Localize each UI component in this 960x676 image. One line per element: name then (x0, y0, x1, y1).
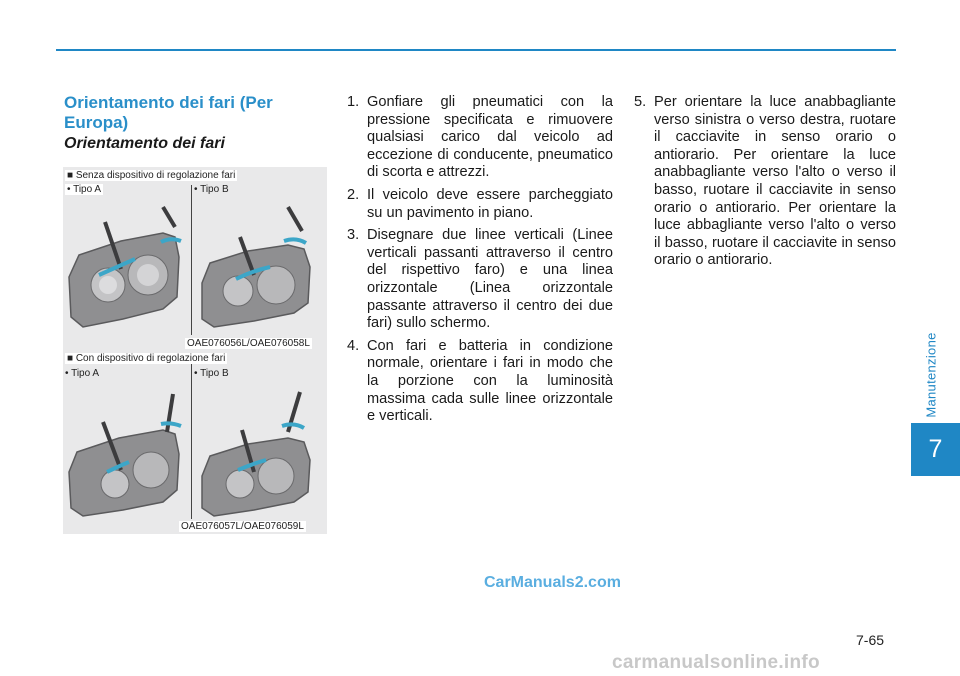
headlamp-illustration-b (192, 197, 327, 332)
steps-column-2 (634, 94, 896, 275)
type-a-label: • Tipo A (65, 368, 100, 379)
type-a-label: • Tipo A (67, 184, 102, 195)
step-item: 1. Gonfiare gli pneumatici con la pressione specificata e rimuovere qualsiasi carico dal veicolo ad eccezione di conducente, pneumatico di scorta e attrezzi. (347, 94, 613, 181)
figure-with-adjuster (63, 352, 327, 534)
header-rule (56, 49, 896, 51)
step-item: 3. Disegnare due linee verticali (Linee verticali passanti attraverso il centro del rispettivo faro) e una linea orizzontale (Linea orizzontale passante attraverso il centro dei due fari) sullo schermo. (347, 227, 613, 332)
headlamp-illustration-b (192, 380, 327, 518)
step-item: 2. Il veicolo deve essere parcheggiato su un pavimento in piano. (347, 186, 613, 221)
figure-without-adjuster (63, 167, 327, 352)
headlamp-illustration-a (63, 380, 191, 518)
chapter-label: Manutenzione (923, 332, 939, 418)
type-b-label: • Tipo B (194, 184, 229, 195)
steps-column-1 (347, 94, 613, 431)
chapter-tab[interactable]: 7 (911, 423, 960, 476)
footer-watermark: carmanualsonline.info (612, 652, 820, 673)
headlamp-illustration-a (63, 197, 191, 332)
figure-code: OAE076056L/OAE076058L (187, 338, 310, 349)
figure-heading: ■ Con dispositivo di regolazione fari (67, 353, 226, 364)
step-item: 4. Con fari e batteria in condizione normale, orientare i fari in modo che la porzione con la luminosità massima cada sulle linee orizzontale e verticali. (347, 337, 613, 425)
watermark-link[interactable]: CarManuals2.com (484, 574, 621, 591)
step-item: 5. Per orientare la luce anabbagliante verso sinistra o verso destra, ruotare il cacciavite in senso orario o antiorario. Per orientare la luce anabbagliante verso l'alto o verso il basso, ruotare il cacciavite in senso orario o antiorario. Per orientare la luce abbagliante verso l'alto o verso il basso, ruotare il cacciavite in senso orario o antiorario. (634, 94, 896, 269)
section-subtitle: Orientamento dei fari (64, 135, 225, 152)
section-title: Orientamento dei fari (Per Europa) (64, 93, 273, 132)
page-number: 7-65 (856, 632, 885, 648)
figure-heading: ■ Senza dispositivo di regolazione fari (67, 170, 236, 181)
type-b-label: • Tipo B (194, 368, 229, 379)
figure-code: OAE076057L/OAE076059L (181, 521, 304, 532)
